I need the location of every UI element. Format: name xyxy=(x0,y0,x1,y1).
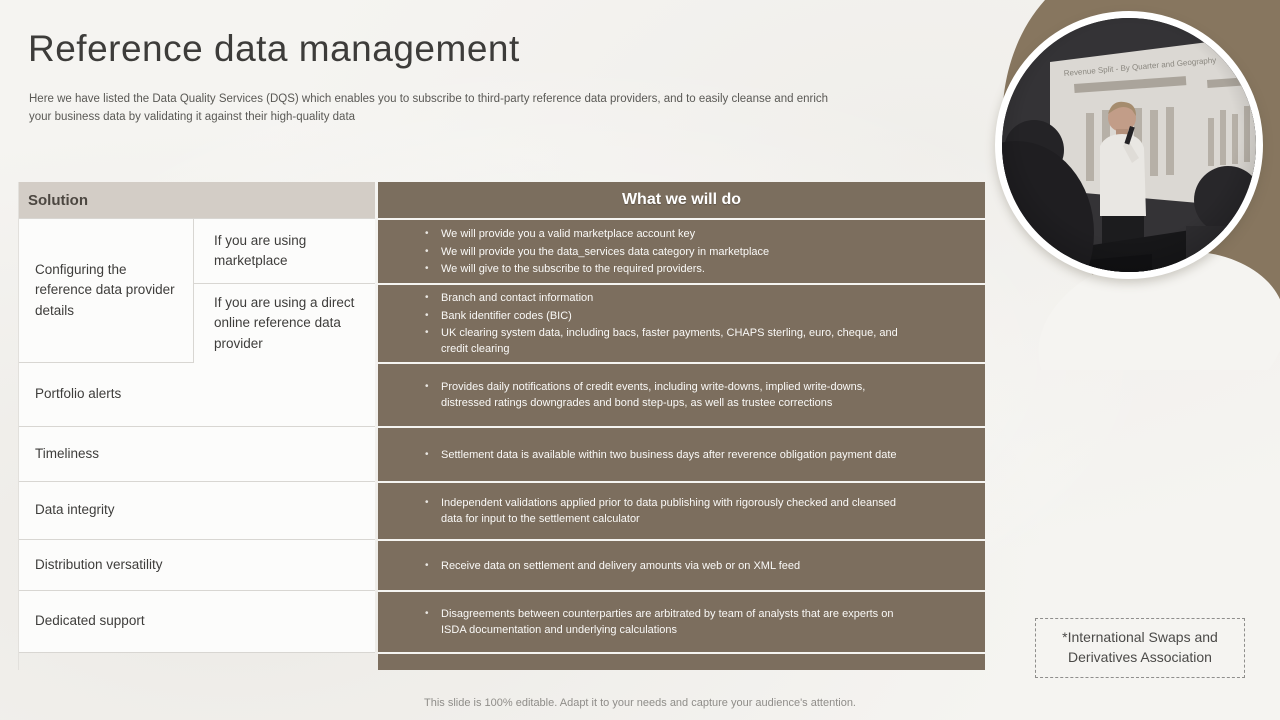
presenter-photo xyxy=(995,11,1263,279)
table-bottom-strip xyxy=(378,652,985,670)
solution-cell-provider-details: Configuring the reference data provider details xyxy=(19,219,194,363)
bullet-item: • Settlement data is available within two business days after reverence obligation payment date xyxy=(441,447,897,463)
bullet-list xyxy=(378,556,868,575)
bullet-item: • Disagreements between counterparties are arbitrated by team of analysts that are experts on ISDA documentation and underlying calculations xyxy=(441,606,917,638)
bullet-list xyxy=(378,445,965,464)
bullet-list xyxy=(378,289,985,359)
what-we-will-do-column xyxy=(378,182,985,670)
solution-cell-timeliness: Timeliness xyxy=(19,427,375,482)
solution-header-label: Solution xyxy=(28,191,88,209)
bullet-item: • We will provide you a valid marketplace account key xyxy=(441,226,769,242)
bullet-item: • Receive data on settlement and delivery amounts via web or on XML feed xyxy=(441,558,800,574)
subcell-direct-online: If you are using a direct online reference data provider xyxy=(194,284,375,363)
bullet-list xyxy=(378,605,985,640)
subcell-marketplace: If you are using marketplace xyxy=(194,219,375,284)
bullet-item: • Provides daily notifications of credit events, including write-downs, implied write-downs, distressed ratings downgrades and bond step-ups, as well as trustee corrections xyxy=(441,379,917,411)
solution-cell-distribution-versatility: Distribution versatility xyxy=(19,540,375,591)
table-row-provider-details xyxy=(19,218,375,363)
bullets-cell-data-integrity xyxy=(378,481,985,539)
presenter-photo-illustration xyxy=(1002,18,1256,272)
isda-annotation-box: *International Swaps and Derivatives Association xyxy=(1035,618,1245,678)
bullet-item: • UK clearing system data, including bacs, faster payments, CHAPS sterling, euro, cheque, and credit clearing xyxy=(441,325,917,357)
bullets-cell-portfolio-alerts xyxy=(378,362,985,426)
bullet-list xyxy=(378,225,837,279)
provider-details-subcells xyxy=(194,219,375,363)
bullet-item: • We will give to the subscribe to the required providers. xyxy=(441,261,769,277)
page-title: Reference data management xyxy=(28,28,520,69)
solution-cell-dedicated-support: Dedicated support xyxy=(19,591,375,653)
bullet-item: • Bank identifier codes (BIC) xyxy=(441,308,917,324)
bullet-item: • We will provide you the data_services data category in marketplace xyxy=(441,244,769,260)
bullet-list xyxy=(378,494,985,529)
bullet-list xyxy=(378,378,985,413)
what-we-will-do-header: What we will do xyxy=(378,182,985,218)
solutions-table xyxy=(18,182,985,670)
solution-cell-portfolio-alerts: Portfolio alerts xyxy=(19,363,375,427)
bullets-cell-marketplace xyxy=(378,218,985,283)
solution-column-header xyxy=(19,182,375,218)
bullet-item: • Independent validations applied prior to data publishing with rigorously checked and cleansed data for input to the settlement calculator xyxy=(441,495,917,527)
photo-vignette xyxy=(1002,18,1256,272)
page-subtitle: Here we have listed the Data Quality Services (DQS) which enables you to subscribe to third-party reference data providers, and to easily cleanse and enrich your business data by validating it against their high-quality data xyxy=(29,93,829,123)
solution-cell-data-integrity: Data integrity xyxy=(19,482,375,540)
bullets-cell-distribution-versatility xyxy=(378,539,985,590)
editable-footer-note: This slide is 100% editable. Adapt it to your needs and capture your audience's attention. xyxy=(424,697,856,709)
bullets-cell-dedicated-support xyxy=(378,590,985,652)
bullets-cell-direct-online xyxy=(378,283,985,362)
bullets-cell-timeliness xyxy=(378,426,985,481)
solution-column xyxy=(18,182,375,670)
bullet-item: • Branch and contact information xyxy=(441,290,917,306)
